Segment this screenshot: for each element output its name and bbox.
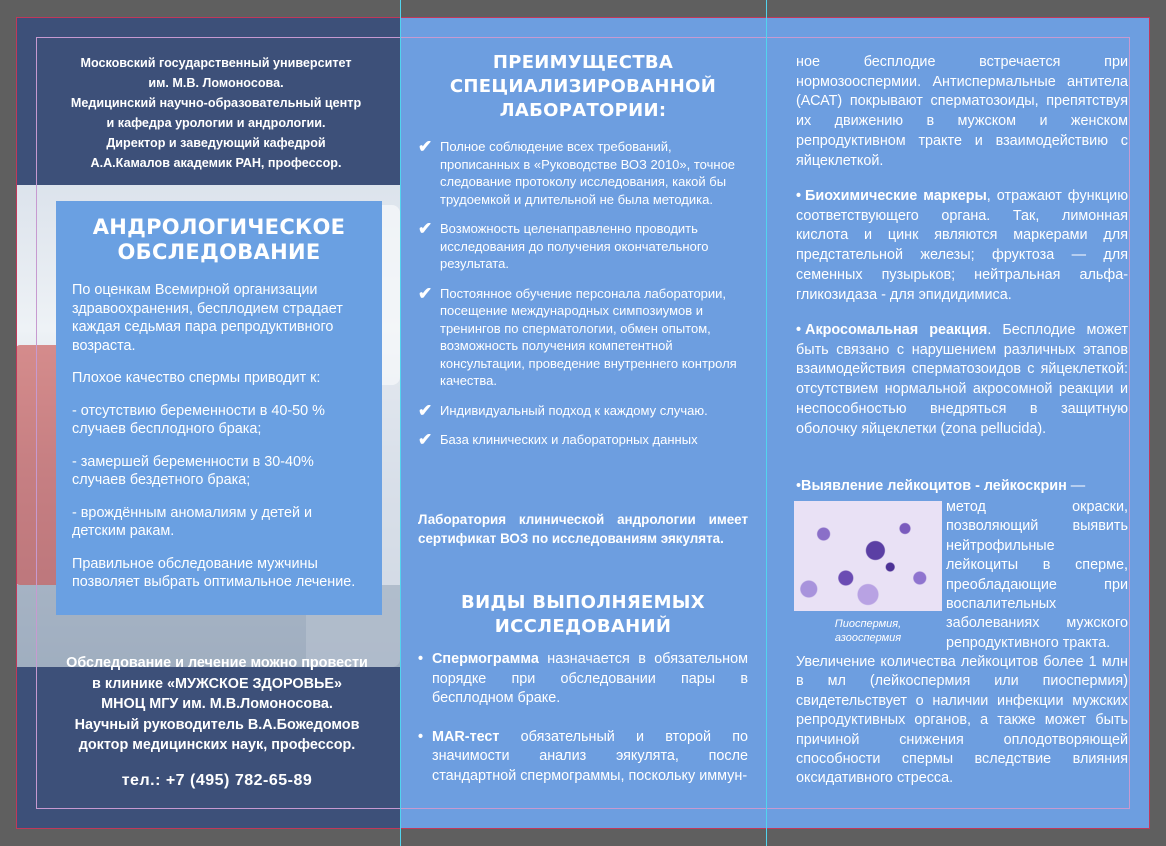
clinic-line: Научный руководитель В.А.Божедомов (74, 716, 360, 733)
research-type-item: • Спермограмма назначается в обязательном порядке при обследовании пары в бесплодном браке. (418, 651, 748, 706)
microscopy-caption: Пиоспермия, азооспермия (834, 618, 902, 644)
clinic-line: МНОЦ МГУ им. М.В.Ломоносова. (101, 696, 333, 712)
checkmark-icon: ✔ (418, 400, 433, 420)
header-line: и кафедра урологии и андрологии. (106, 116, 326, 130)
advantage-item: ✔ Постоянное обучение персонала лаборатории, посещение международных симпозиумов и тренингов по сперматологии, обмен опытом, возможность получения компетентной консультации, проведение внутреннего контроля качества. (418, 283, 737, 388)
info-paragraph: По оценкам Всемирной организации здравоохранения, бесплодием страдает каждая седьмая пара репродуктивного возраста. (72, 282, 343, 354)
advantages-title: ПРЕИМУЩЕСТВА СПЕЦИАЛИЗИРОВАННОЙ ЛАБОРАТОРИИ: (449, 52, 717, 121)
certificate-statement: Лаборатория клинической андрологии имеет сертификат ВОЗ по исследованиям эякулята. (418, 512, 748, 546)
info-paragraph: - замершей беременности в 30-40% случаев бездетного брака; (72, 453, 314, 488)
checkmark-icon: ✔ (418, 137, 433, 156)
header-line: Московский государственный университет (80, 56, 352, 70)
checkmark-icon: ✔ (418, 219, 433, 238)
microscopy-image (794, 501, 942, 611)
mar-test-continuation: ное бесплодие встречается при нормозооспермии. Антиспермальные антитела (АСАТ) покрывают сперматозоиды, препятствуя их движению в мужском и женском репродуктивном тракте и взаимодействию с яйцеклеткой. (796, 54, 1128, 169)
bullet-icon: • (796, 188, 802, 204)
info-paragraph: Правильное обследование мужчины позволяет выбрать оптимальное лечение. (72, 555, 356, 590)
header-line: Директор и заведующий кафедрой (106, 136, 326, 150)
left-panel (16, 17, 400, 829)
brochure-sheet (16, 17, 1150, 829)
info-paragraph: - отсутствию беременности в 40-50 % случаев бесплодного брака; (72, 402, 325, 437)
advantage-item: ✔ База клинических и лабораторных данных (418, 430, 698, 449)
header-line: А.А.Камалов академик РАН, профессор. (90, 156, 342, 170)
fold-guide (400, 0, 401, 846)
andrology-info-box (56, 201, 382, 615)
university-header (36, 53, 396, 173)
leukocyte-heading: •Выявление лейкоцитов - лейкоскрин — (796, 478, 1086, 494)
research-types-title: ВИДЫ ВЫПОЛНЯЕМЫХ ИССЛЕДОВАНИЙ (461, 592, 705, 637)
middle-panel (400, 17, 766, 829)
header-line: им. М.В. Ломоносова. (148, 76, 284, 90)
fold-guide (766, 0, 767, 846)
info-paragraph: - врождённым аномалиям у детей и детским ракам. (72, 504, 313, 539)
advantage-item: ✔ Возможность целенаправленно проводить исследования до получения окончательного результата. (418, 219, 709, 271)
research-types-list (418, 650, 748, 805)
advantages-list (418, 138, 754, 461)
biochemical-markers: • Биохимические маркеры, отражают функцию соответствующего органа. Так, лимонная кислота и цинк являются маркерами для предстательной железы; фруктоза — для семенных пузырьков; нейтральная альфа-гликозидаза - для эпидидимиса. (796, 188, 1128, 303)
header-line: Медицинский научно-образовательный центр (70, 96, 362, 110)
advantage-item: ✔ Полное соблюдение всех требований, прописанных в «Руководстве ВОЗ 2010», точное следование протоколу исследования, какой бы трудоемкой и длительной не была методика. (418, 137, 736, 207)
andrology-title: АНДРОЛОГИЧЕСКОЕ ОБСЛЕДОВАНИЕ (92, 215, 346, 264)
leukocyte-description: метод окраски, позволяющий выявить нейтрофильные лейкоциты в сперме, преобладающие при воспалительных заболеваниях мужского репродуктивного тракта. (946, 499, 1128, 651)
research-type-item: • MAR-тест обязательный и второй по значимости анализ эякулята, после стандартной спермограммы, поскольку иммун- (418, 728, 748, 784)
right-panel (766, 17, 1150, 829)
clinic-line: доктор медицинских наук, профессор. (78, 737, 356, 753)
bullet-icon: • (418, 728, 424, 745)
bullet-icon: • (796, 478, 802, 494)
leukocyte-significance: Увеличение количества лейкоцитов более 1 млн в мл (лейкоспермия или пиоспермия) свидетельствует о наличии инфекции мужских репродуктивных органов, а также может быть причиной снижения оплодотворяющей способности спермы вследствие влияния оксидативного стресса. (796, 654, 1128, 787)
advantage-item: ✔ Индивидуальный подход к каждому случаю. (418, 400, 708, 420)
info-paragraph: Плохое качество спермы приводит к: (72, 370, 321, 386)
clinic-info (42, 653, 392, 791)
phone-number: тел.: +7 (495) 782-65-89 (121, 771, 313, 789)
clinic-line: Обследование и лечение можно провести (66, 655, 368, 671)
clinic-line: в клинике «МУЖСКОЕ ЗДОРОВЬЕ» (92, 675, 342, 692)
bullet-icon: • (418, 651, 424, 667)
acrosomal-reaction: • Акросомальная реакция. Бесплодие может быть связано с нарушением различных этапов взаимодействия сперматозоидов с яйцеклеткой: отсутствием нормальной акросомной реакции и неспособностью внедряться в защитную оболочку яйцеклетки (zona pellucida). (796, 322, 1128, 437)
checkmark-icon: ✔ (418, 430, 433, 449)
checkmark-icon: ✔ (418, 283, 433, 303)
bullet-icon: • (796, 322, 802, 338)
